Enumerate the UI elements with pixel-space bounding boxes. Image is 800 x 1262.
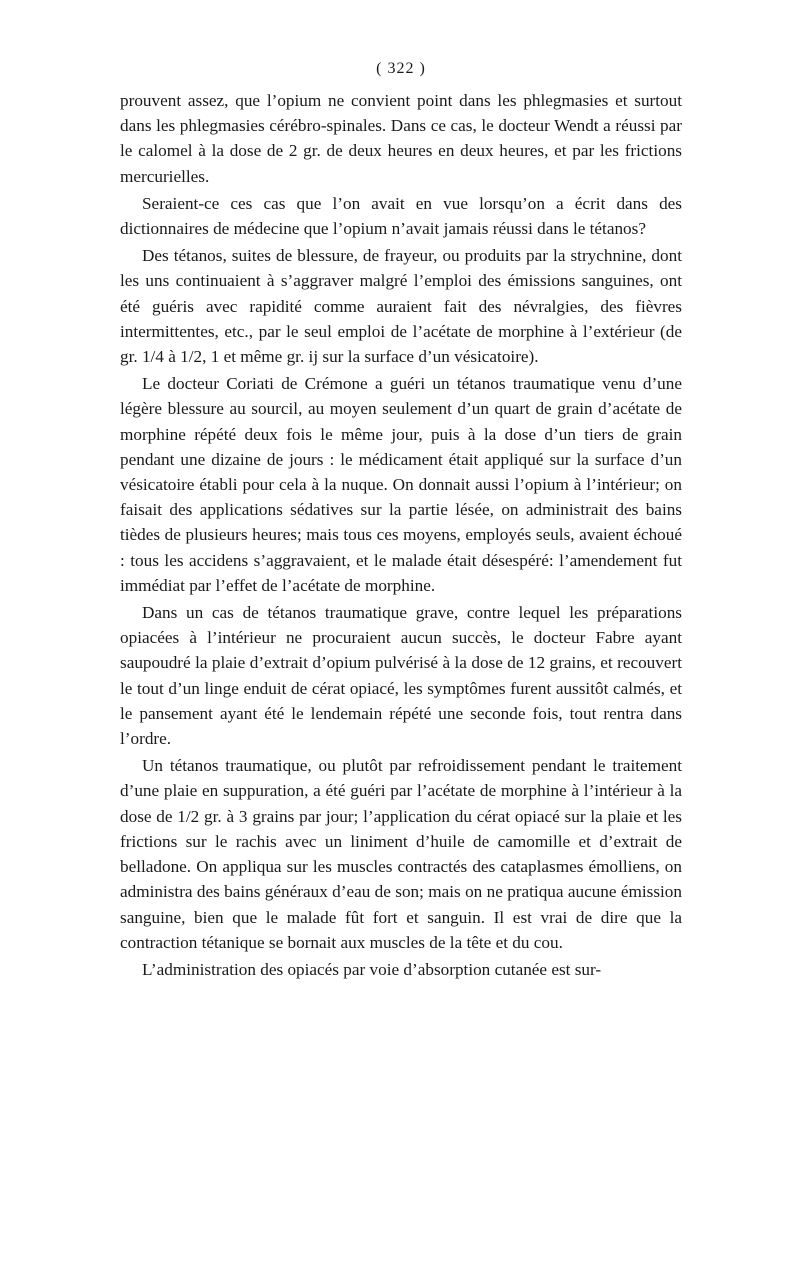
paragraph-1: prouvent assez, que l’opium ne convient point dans les phlegmasies et surtout dans les phlegmasies cérébro-spinales. Dans ce cas, le docteur Wendt a réussi par le calomel à la dose de 2 gr. de deux heures en deux heures, et par les frictions mercurielles.: [120, 91, 682, 186]
paragraph-4: Le docteur Coriati de Crémone a guéri un tétanos traumatique venu d’une légère blessure au sourcil, au moyen seulement d’un quart de grain d’acétate de morphine répété deux fois le même jour, puis à la dose d’un tiers de grain pendant une dizaine de jours : le médicament était appliqué sur la surface d’un vésicatoire établi pour cela à la nuque. On donnait aussi l’opium à l’intérieur; on faisait des applications sédatives sur la partie lésée, on administrait des bains tièdes de plusieurs heures; mais tous ces moyens, employés seuls, avaient échoué : tous les accidens s’aggravaient, et le malade était désespéré: l’amendement fut immédiat par l’effet de l’acétate de morphine.: [120, 374, 682, 595]
paragraph-5: Dans un cas de tétanos traumatique grave, contre lequel les préparations opiacées à l’intérieur ne procuraient aucun succès, le docteur Fabre ayant saupoudré la plaie d’extrait d’opium pulvérisé à la dose de 12 grains, et recouvert le tout d’un linge enduit de cérat opiacé, les symptômes furent aussitôt calmés, et le pansement ayant été le lendemain répété une seconde fois, tout rentra dans l’ordre.: [120, 603, 682, 749]
paragraph-6: Un tétanos traumatique, ou plutôt par refroidissement pendant le traitement d’une plaie en suppuration, a été guéri par l’acétate de morphine à l’intérieur à la dose de 1/2 gr. à 3 grains par jour; l’application du cérat opiacé sur la plaie et les frictions sur le rachis avec un liniment d’huile de camomille et d’extrait de belladone. On appliqua sur les muscles contractés des cataplasmes émolliens, on administra des bains généraux d’eau de son; mais on ne pratiqua aucune émission sanguine, bien que le malade fût fort et sanguin. Il est vrai de dire que la contraction tétanique se bornait aux muscles de la tête et du cou.: [120, 756, 682, 952]
paragraph-3: Des tétanos, suites de blessure, de frayeur, ou produits par la strychnine, dont les uns continuaient à s’aggraver malgré l’emploi des émissions sanguines, ont été guéris avec rapidité comme auraient fait des névralgies, des fièvres intermittentes, etc., par le seul emploi de l’acétate de morphine à l’extérieur (de gr. 1/4 à 1/2, 1 et même gr. ij sur la surface d’un vésicatoire).: [120, 246, 682, 367]
paragraph-2: Seraient-ce ces cas que l’on avait en vue lorsqu’on a écrit dans des dictionnaires de médecine que l’opium n’avait jamais réussi dans le tétanos?: [120, 193, 682, 239]
book-page: [120, 58, 682, 984]
paragraph-7: L’administration des opiacés par voie d’absorption cutanée est sur-: [142, 959, 602, 979]
page-number: ( 322 ): [376, 60, 426, 77]
